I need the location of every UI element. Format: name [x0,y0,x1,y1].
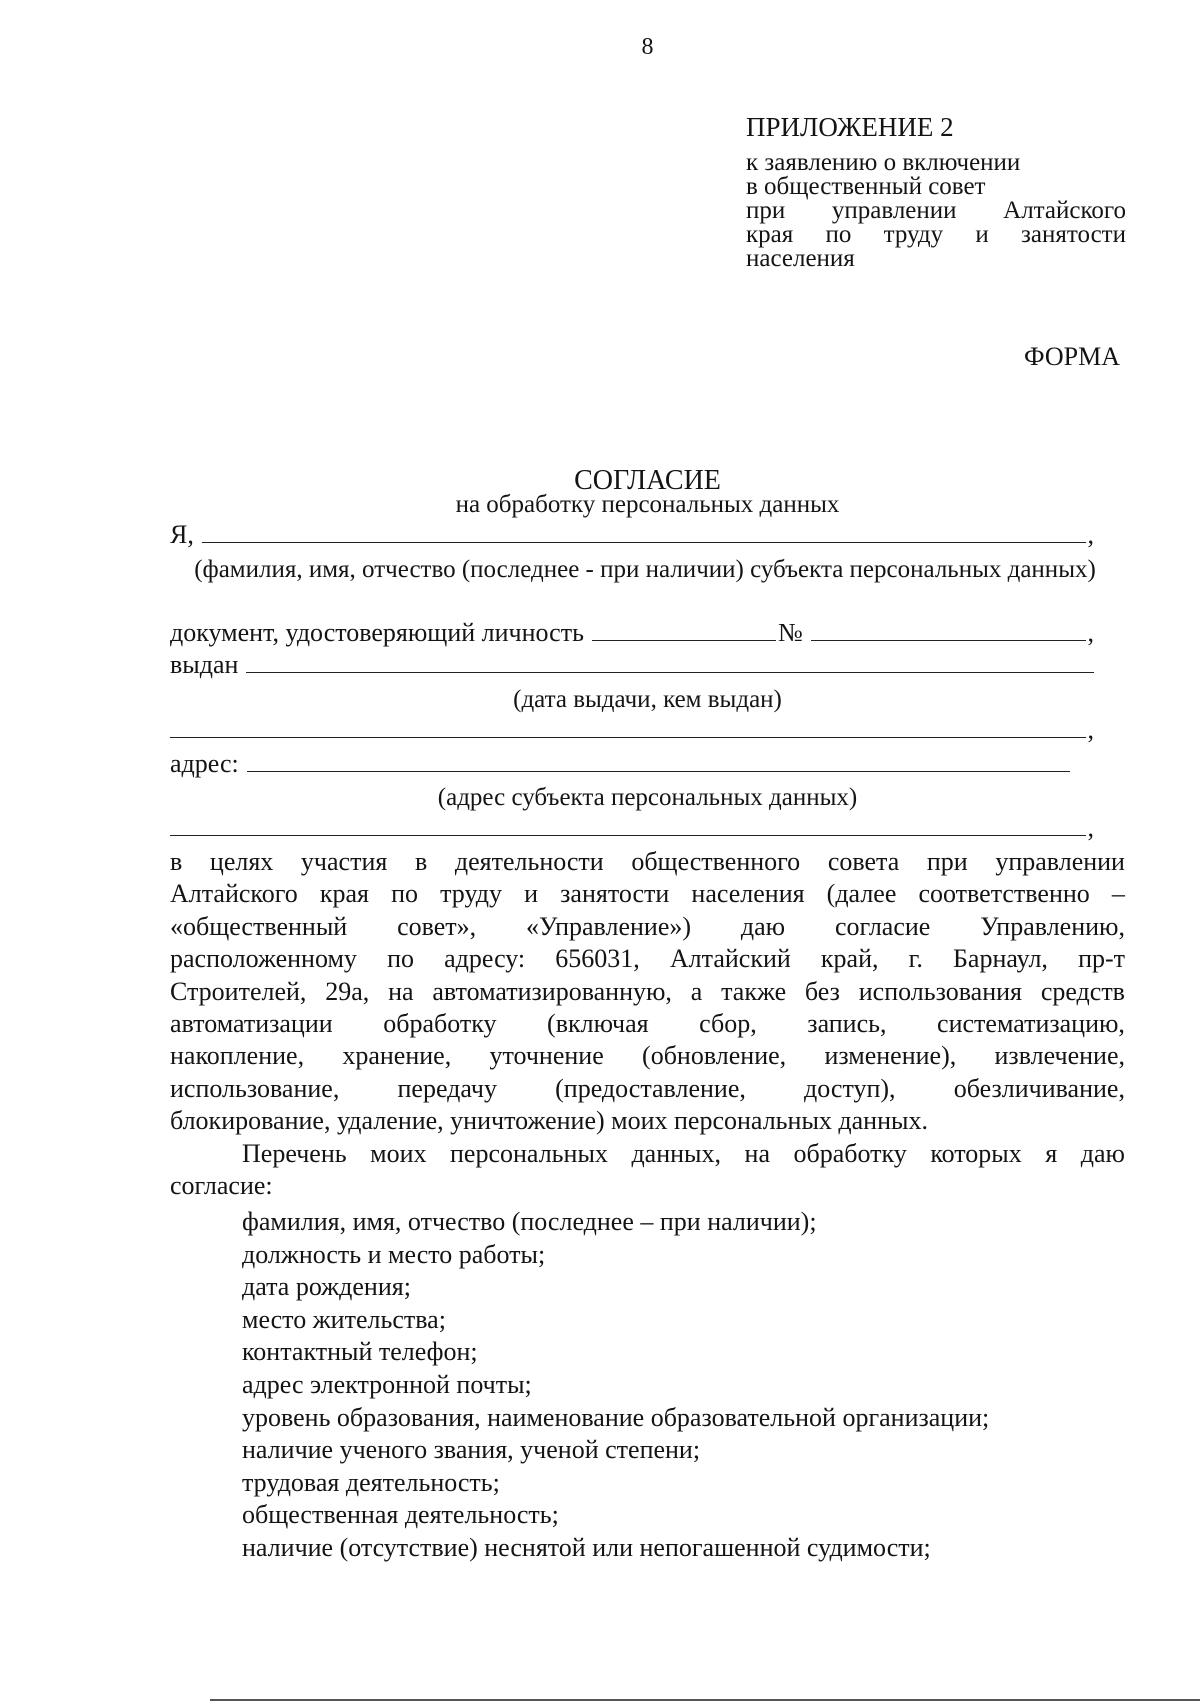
word: Алтайского [170,879,298,909]
word: Управлению, [980,911,1125,941]
word: запись, [807,1009,887,1039]
word: использования [858,976,1022,1006]
address-continuation-row [170,813,1094,843]
word: «общественный [170,911,348,941]
word: 29а, [325,976,370,1006]
word: при [926,847,968,876]
issued-field-hint: (дата выдачи, кем выдан) [513,686,782,713]
appendix-line-4 [746,221,1126,248]
word: 656031, [555,944,640,974]
appendix-word: края [746,221,794,248]
address-field-row [170,749,1070,779]
word: «Управление») [525,911,692,941]
document-title: СОГЛАСИЕ [574,465,721,496]
list-item: уровень образования, наименование образовательной организации; [242,1402,990,1432]
word: соответственно [918,879,1090,909]
number-sign: № [777,618,803,647]
word: на [744,1138,770,1168]
issued-input-line[interactable] [246,671,1094,673]
word: – [1111,879,1125,909]
word: уточнение [489,1041,604,1071]
word: средств [1040,976,1125,1006]
word: г. [908,944,923,974]
appendix-word: и [975,221,989,248]
appendix-line-2: в общественный совет [746,173,986,200]
comma: , [1087,813,1094,842]
word: в [170,847,183,876]
word: сбор, [699,1009,757,1039]
word: изменение), [824,1041,957,1071]
consent-line [170,976,1125,1008]
list-item: должность и место работы; [242,1239,546,1269]
issued-continuation-row [170,715,1094,745]
list-item: наличие ученого звания, ученой степени; [242,1435,701,1465]
consent-line [170,1073,1125,1105]
appendix-line-3 [746,197,1126,224]
address-field-hint: (адрес субъекта персональных данных) [437,784,858,811]
comma: , [1087,520,1094,549]
word: обработку [793,1138,907,1168]
appendix-line-1: к заявлению о включении [746,149,1021,176]
address-input-line[interactable] [247,770,1070,772]
comma: , [1087,618,1094,647]
word: в [414,847,428,876]
word: Алтайский [669,944,791,974]
appendix-word: Алтайского [1003,197,1126,224]
word: (обновление, [642,1041,787,1071]
list-item: дата рождения; [242,1272,411,1302]
list-item: место жительства; [242,1304,446,1334]
word: край, [820,944,879,974]
word: данных, [631,1138,722,1168]
word: по [391,879,419,909]
word: использование, [170,1073,340,1103]
document-subtitle: на обработку персональных данных [455,491,840,518]
word: пр-т [1078,944,1125,974]
word: общественного [631,847,801,876]
word: также [721,976,787,1006]
word: персональных [450,1138,608,1168]
word: хранение, [342,1041,452,1071]
word: Строителей, [170,976,307,1006]
word: извлечение, [994,1041,1125,1071]
word: согласие [834,911,931,941]
issued-continuation-input-line[interactable] [170,736,1086,738]
word: обезличивание, [953,1073,1125,1103]
word: занятости [560,879,670,909]
appendix-word: управлении [831,197,957,224]
word: совет», [397,911,477,941]
word: адресу: [444,944,526,974]
appendix-word: по [825,221,852,248]
document-type-input-line[interactable] [592,639,776,641]
word: труду [440,879,503,909]
word: а [690,976,703,1006]
document-field-row [170,618,1094,648]
list-item: трудовая деятельность; [242,1467,500,1497]
consent-line [170,1040,1125,1072]
document-number-input-line[interactable] [811,639,1086,641]
word: (далее [826,879,897,909]
issued-field-row [170,650,1094,680]
appendix-word: труду [883,221,944,248]
word: моих [370,1138,427,1168]
address-continuation-input-line[interactable] [170,834,1086,836]
list-intro-line: согласие: [170,1171,273,1201]
personal-data-list [242,1206,1122,1565]
word: населения [691,879,805,909]
consent-line: блокирование, удаление, уничтожение) моих персональных данных. [170,1106,928,1136]
word: без [804,976,840,1006]
form-label: ФОРМА [1024,342,1120,371]
issued-field-label: выдан [170,650,239,679]
word: автоматизированную, [432,976,672,1006]
word: накопление, [170,1041,305,1071]
list-item: фамилия, имя, отчество (последнее – при наличии); [242,1207,817,1236]
list-item: контактный телефон; [242,1337,478,1367]
name-field-label: Я, [170,520,194,549]
word: и [524,879,539,909]
consent-line [170,878,1125,910]
consent-line [170,1008,1125,1040]
word: даю [1080,1138,1125,1168]
appendix-line-5: населения [746,245,855,272]
word: автоматизации [170,1009,333,1039]
word: (предоставление, [555,1073,746,1103]
word: расположенному [170,944,357,974]
document-field-label: документ, удостоверяющий личность [170,618,584,647]
word: я [1045,1138,1058,1168]
list-item: наличие (отсутствие) неснятой или непогашенной судимости; [242,1532,931,1562]
word: передачу [397,1073,497,1103]
word: систематизацию, [937,1009,1125,1039]
word: края [319,879,369,909]
word: Перечень [242,1138,347,1168]
consent-line [170,846,1125,878]
address-field-label: адрес: [170,749,239,778]
word: даю [740,911,786,941]
consent-paragraph [170,846,1125,1202]
word: доступ), [804,1073,896,1103]
comma: , [1087,715,1094,744]
consent-line [170,943,1125,975]
word: (включая [547,1009,649,1039]
list-item: адрес электронной почты; [242,1369,532,1399]
consent-line [170,911,1125,943]
word: целях [209,847,274,876]
word: которых [930,1138,1022,1168]
word: на [388,976,414,1006]
list-intro-line [170,1138,1125,1170]
list-item: общественная деятельность; [242,1500,559,1530]
word: Барнаул, [953,944,1048,974]
appendix-title: ПРИЛОЖЕНИЕ 2 [746,112,954,142]
scan-edge-line [210,1699,1200,1701]
appendix-word: при [746,197,786,224]
word: деятельности [454,847,604,876]
word: по [387,944,414,974]
word: обработку [383,1009,497,1039]
word: управлении [995,847,1125,876]
name-field-hint: (фамилия, имя, отчество (последнее - при наличии) субъекта персональных данных) [194,556,1096,583]
appendix-word: занятости [1021,221,1126,248]
word: совета [827,847,900,876]
name-field-row [170,520,1094,550]
name-input-line[interactable] [202,541,1086,543]
word: участия [300,847,388,876]
page-number: 8 [641,34,654,60]
